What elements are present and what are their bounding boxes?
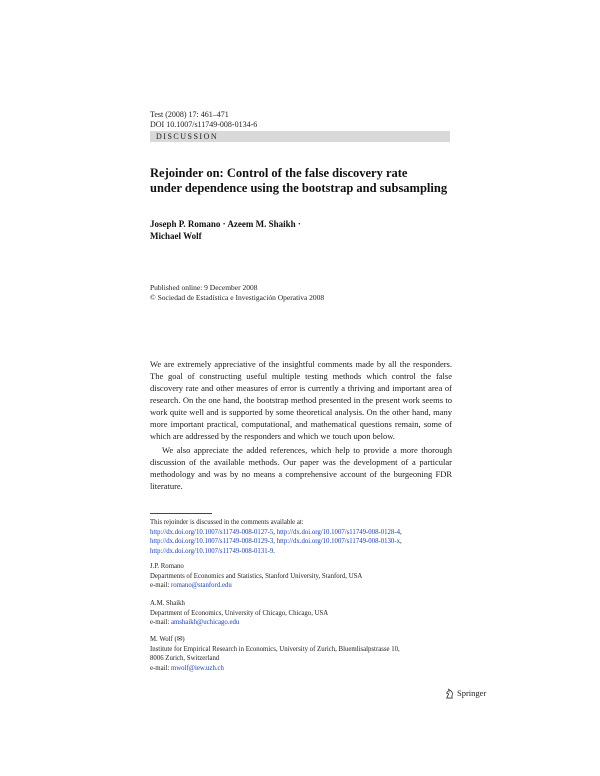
publisher-logo bbox=[444, 688, 486, 699]
affiliation-name: M. Wolf (✉) bbox=[150, 636, 185, 643]
comment-link-2[interactable]: http://dx.doi.org/10.1007/s11749-008-0128-4 bbox=[276, 528, 400, 536]
article-body bbox=[150, 358, 452, 492]
link-line-1: http://dx.doi.org/10.1007/s11749-008-0127-5, http://dx.doi.org/10.1007/s11749-008-0128-4, bbox=[150, 528, 402, 536]
affiliation-email-row bbox=[150, 618, 460, 628]
email-label: e-mail: bbox=[150, 582, 170, 589]
affiliation-name: A.M. Shaikh bbox=[150, 600, 185, 607]
copyright-line: © Sociedad de Estadística e Investigación Operativa 2008 bbox=[150, 293, 325, 302]
rejoinder-note: This rejoinder is discussed in the comments available at: bbox=[150, 519, 304, 526]
rejoinder-footnote bbox=[150, 518, 460, 556]
affiliation-email-row bbox=[150, 581, 460, 591]
publication-info bbox=[150, 283, 450, 303]
section-label: DISCUSSION bbox=[150, 131, 450, 142]
published-date: Published online: 9 December 2008 bbox=[150, 283, 258, 292]
email-link-shaikh[interactable]: amshaikh@uchicago.edu bbox=[170, 619, 240, 626]
link-line-2: http://dx.doi.org/10.1007/s11749-008-0129-3, http://dx.doi.org/10.1007/s11749-008-0130-x, bbox=[150, 538, 402, 545]
email-label: e-mail: bbox=[150, 664, 170, 672]
affiliation-email-row bbox=[150, 664, 460, 674]
comment-link-1[interactable]: http://dx.doi.org/10.1007/s11749-008-0127-5 bbox=[150, 528, 274, 536]
title-line-2: under dependence using the bootstrap and subsampling bbox=[150, 181, 448, 195]
affiliation-dept: Departments of Economics and Statistics, Stanford University, Stanford, USA bbox=[150, 572, 363, 580]
affiliation-dept: Department of Economics, University of Chicago, Chicago, USA bbox=[150, 609, 329, 617]
affiliation-name: J.P. Romano bbox=[150, 563, 184, 570]
journal-citation: Test (2008) 17: 461–471 bbox=[150, 110, 229, 119]
authors-line-1: Joseph P. Romano · Azeem M. Shaikh · bbox=[150, 219, 301, 229]
springer-knight-icon bbox=[444, 688, 455, 699]
author-affiliation-romano bbox=[150, 562, 460, 591]
author-affiliation-wolf bbox=[150, 635, 460, 673]
title-line-1: Rejoinder on: Control of the false discovery rate bbox=[150, 166, 408, 180]
author-list bbox=[150, 218, 410, 242]
affiliation-dept-2: 8006 Zurich, Switzerland bbox=[150, 655, 220, 662]
author-affiliation-shaikh bbox=[150, 599, 460, 628]
comment-link-5[interactable]: http://dx.doi.org/10.1007/s11749-008-0131-9 bbox=[150, 547, 274, 555]
publisher-name: Springer bbox=[457, 688, 487, 698]
doi-line: DOI 10.1007/s11749-008-0134-6 bbox=[150, 120, 258, 129]
authors-line-2: Michael Wolf bbox=[150, 231, 202, 241]
body-paragraph-1: We are extremely appreciative of the insightful comments made by all the responders. The goal of constructing useful multiple testing methods which control the false discovery rate and other measures of error is currently a thriving and important area of research. On the one hand, the bootstrap method presented in the present work seems to work quite well and is supported by some theoretical analysis. On the other hand, many more important practical, computational, and mathematical questions remain, some of which are addressed by the responders and which we touch upon below. bbox=[150, 359, 452, 441]
comment-link-3[interactable]: http://dx.doi.org/10.1007/s11749-008-0129-3 bbox=[150, 538, 274, 545]
email-link-romano[interactable]: romano@stanford.edu bbox=[170, 582, 232, 589]
email-label: e-mail: bbox=[150, 619, 170, 626]
email-link-wolf[interactable]: mwolf@iew.uzh.ch bbox=[170, 664, 224, 672]
link-line-3: http://dx.doi.org/10.1007/s11749-008-0131-9. bbox=[150, 547, 275, 555]
article-title bbox=[150, 166, 470, 196]
affiliation-dept-1: Institute for Empirical Research in Economics, University of Zurich, Bluemlisalpstrasse 10, bbox=[150, 645, 400, 653]
body-paragraph-2: We also appreciate the added references, which help to provide a more thorough discussion of the available methods. Our paper was the development of a particular methodology and was by no means a comprehensive account of the burgeoning FDR literature. bbox=[150, 445, 452, 491]
footnote-divider bbox=[150, 513, 212, 514]
comment-link-4[interactable]: http://dx.doi.org/10.1007/s11749-008-0130-x bbox=[276, 538, 400, 545]
